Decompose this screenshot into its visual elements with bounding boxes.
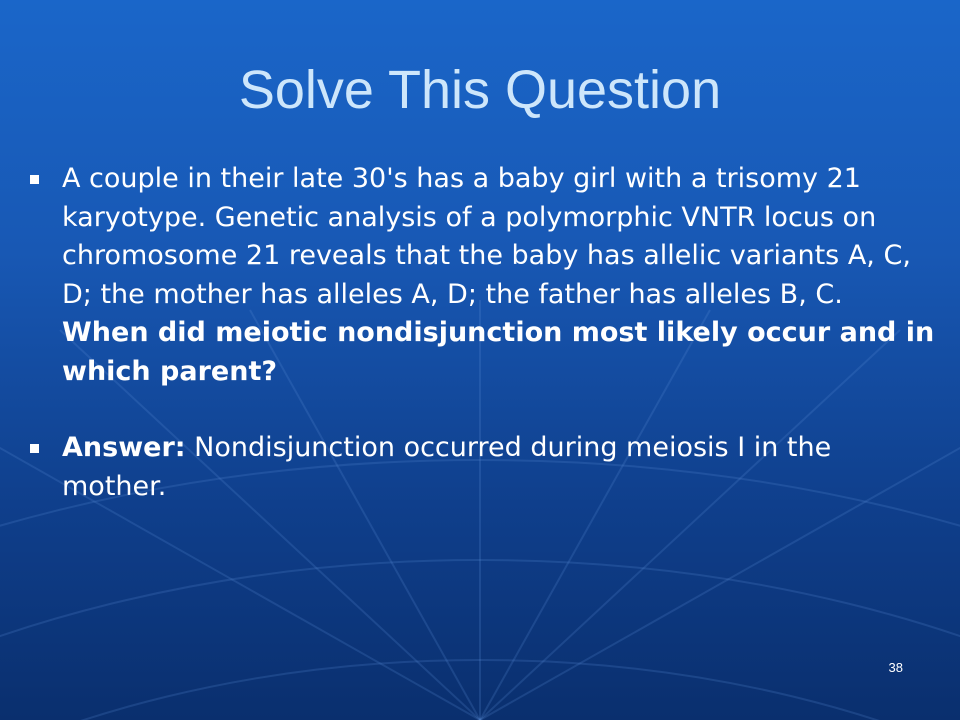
bullet-list: [24, 160, 944, 506]
question-prompt: When did meiotic nondisjunction most likely occur and in which parent?: [62, 317, 935, 387]
answer-text: Nondisjunction occurred during meiosis I in the mother.: [62, 432, 832, 502]
answer-bullet: [24, 429, 944, 506]
answer-label: Answer:: [62, 432, 186, 463]
question-bullet: [24, 160, 944, 391]
square-bullet-icon: [30, 175, 39, 184]
slide-title: Solve This Question: [238, 60, 722, 120]
slide-number: 38: [888, 660, 903, 675]
question-body: A couple in their late 30's has a baby girl with a trisomy 21 karyotype. Genetic analysis of a polymorphic VNTR locus on chromosome 21 reveals that the baby has allelic variants A, C, D; the mother has alleles A, D; the father has alleles B, C.: [62, 163, 911, 310]
square-bullet-icon: [30, 444, 39, 453]
